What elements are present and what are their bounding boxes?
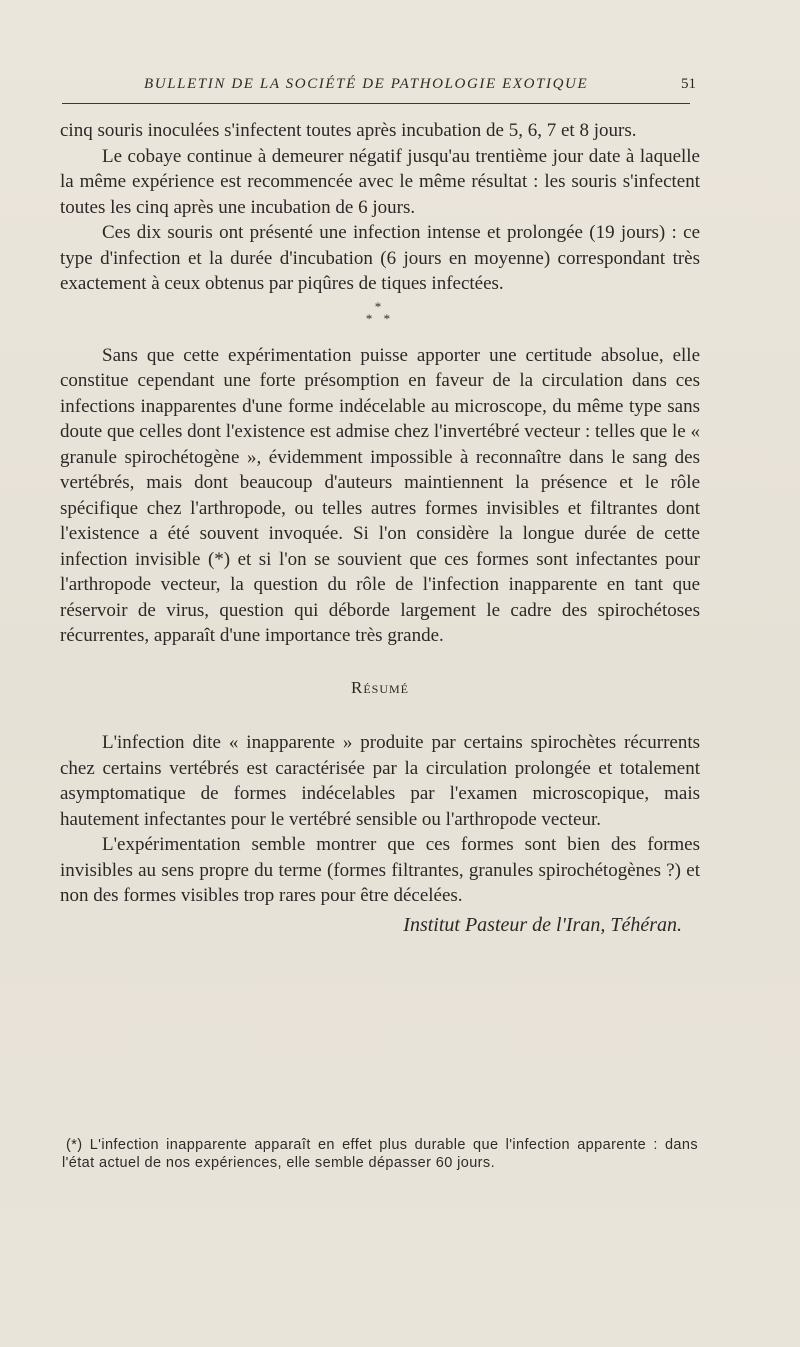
footnote-text: (*) L'infection inapparente apparaît en effet plus durable que l'infection apparente : dans l'état actuel de nos expériences, elle semble dépasser 60 jours. [62, 1137, 698, 1171]
resume-heading: Résumé [350, 677, 409, 697]
paragraph-1: cinq souris inoculées s'infectent toutes après incubation de 5, 6, 7 et 8 jours. [60, 120, 637, 141]
paragraph-6: L'expérimentation semble montrer que ces formes sont bien des formes invisibles au sens propre du terme (formes filtrantes, granules spirochétogènes ?) et non des formes visibles trop rares pour être décelées. [60, 834, 700, 906]
header-rule [62, 103, 690, 104]
page-number: 51 [681, 76, 696, 92]
paragraph-2: Le cobaye continue à demeurer négatif jusqu'au trentième jour date à laquelle la même expérience est recommencée avec le même résultat : les souris s'infectent toutes les cinq après une incubation de 6 jours. [60, 145, 700, 218]
running-title: BULLETIN DE LA SOCIÉTÉ DE PATHOLOGIE EXOTIQUE [144, 76, 589, 92]
asterism-bottom: * * [365, 310, 395, 326]
paragraph-5: L'infection dite « inapparente » produite par certains spirochètes récurrents chez certains vertébrés est caractérisée par la circulation prolongée et totalement asymptomatique de formes indécelables par l'examen microscopique, mais hautement infectantes pour le vertébré sensible ou l'arthropode vecteur. [60, 732, 700, 830]
institution-signature: Institut Pasteur de l'Iran, Téhéran. [403, 913, 682, 936]
page-header [62, 76, 702, 100]
article-body [60, 118, 700, 938]
paragraph-3: Ces dix souris ont présenté une infection intense et prolongée (19 jours) : ce type d'infection et la durée d'incubation (6 jours en moyenne) correspondant très exactement à ceux obtenus par piqûres de tiques infectées. [60, 222, 700, 294]
asterism-top: * [374, 298, 386, 314]
section-asterism [60, 298, 700, 326]
footnote [62, 1136, 698, 1172]
paragraph-4: Sans que cette expérimentation puisse apporter une certitude absolue, elle constitue cependant une forte présomption en faveur de la circulation dans ces infections inapparentes d'une forme indécelable au microscope, du même type sans doute que celles dont l'existence est admise chez l'invertébré vecteur : telles que le « granule spirochétogène », évidemment impossible à reconnaître dans le sang des vertébrés, mais dont beaucoup d'auteurs maintiennent la présence et le rôle spécifique chez l'arthropode, ou telles autres formes invisibles et filtrantes dont l'existence a été souvent invoquée. Si l'on considère la longue durée de cette infection invisible (*) et si l'on se souvient que ces formes sont infectantes pour l'arthropode vecteur, la question du rôle de l'infection inapparente en tant que réservoir de virus, question qui déborde largement le cadre des spirochétoses récurrentes, apparaît d'une importance très grande. [60, 344, 700, 646]
